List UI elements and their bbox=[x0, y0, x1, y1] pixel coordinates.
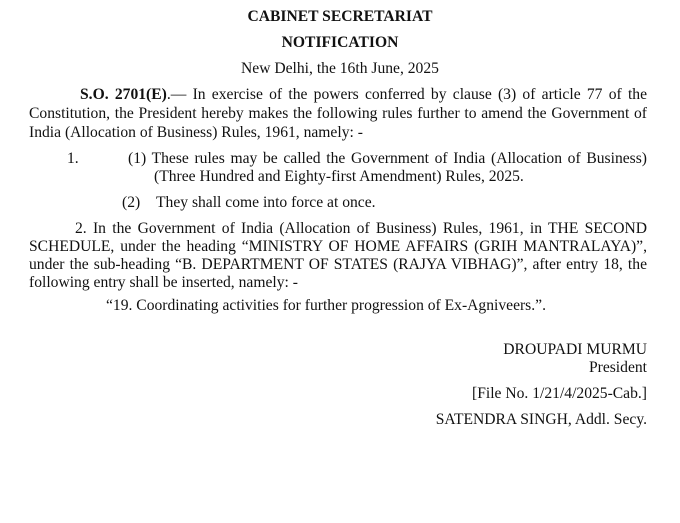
signatory-designation: President bbox=[588, 359, 647, 376]
intro-line-2: Constitution, the President hereby makes the following rules further to amend the Government of bbox=[29, 105, 647, 122]
rule-1-sub-2-text: They shall come into force at once. bbox=[156, 194, 376, 211]
order-reference: S.O. 2701(E) bbox=[80, 86, 167, 103]
rule-2-line-4: following entry shall be inserted, namely: - bbox=[29, 274, 298, 291]
rule-2-line-1: 2. In the Government of India (Allocation of Business) Rules, 1961, in THE SECOND bbox=[75, 220, 647, 237]
department-heading: CABINET SECRETARIAT bbox=[247, 8, 433, 25]
intro-line-3: India (Allocation of Business) Rules, 1961, namely: - bbox=[29, 124, 363, 141]
rule-2-line-2: SCHEDULE, under the heading “MINISTRY OF HOME AFFAIRS (GRIH MANTRALAYA)”, bbox=[29, 238, 647, 255]
rule-1-sub-1-line-1: (1) These rules may be called the Government of India (Allocation of Business) bbox=[128, 150, 647, 167]
dateline: New Delhi, the 16th June, 2025 bbox=[241, 60, 439, 77]
signatory-name: DROUPADI MURMU bbox=[503, 341, 647, 358]
file-number: [File No. 1/21/4/2025-Cab.] bbox=[472, 385, 647, 402]
rule-1-number: 1. bbox=[67, 150, 79, 167]
intro-text-1: .— In exercise of the powers conferred by clause (3) of article 77 of the bbox=[166, 86, 647, 103]
rule-1-sub-1-line-2: (Three Hundred and Eighty-first Amendment) Rules, 2025. bbox=[154, 168, 524, 185]
rule-2-line-3: under the sub-heading “B. DEPARTMENT OF STATES (RAJYA VIBHAG)”, after entry 18, the bbox=[29, 256, 647, 273]
issuing-officer: SATENDRA SINGH, Addl. Secy. bbox=[435, 411, 647, 428]
rule-1-sub-2-number: (2) bbox=[122, 194, 141, 211]
document-title: NOTIFICATION bbox=[281, 34, 399, 51]
intro-line-1 bbox=[80, 86, 647, 104]
inserted-entry: “19. Coordinating activities for further progression of Ex-Agniveers.”. bbox=[106, 297, 546, 314]
